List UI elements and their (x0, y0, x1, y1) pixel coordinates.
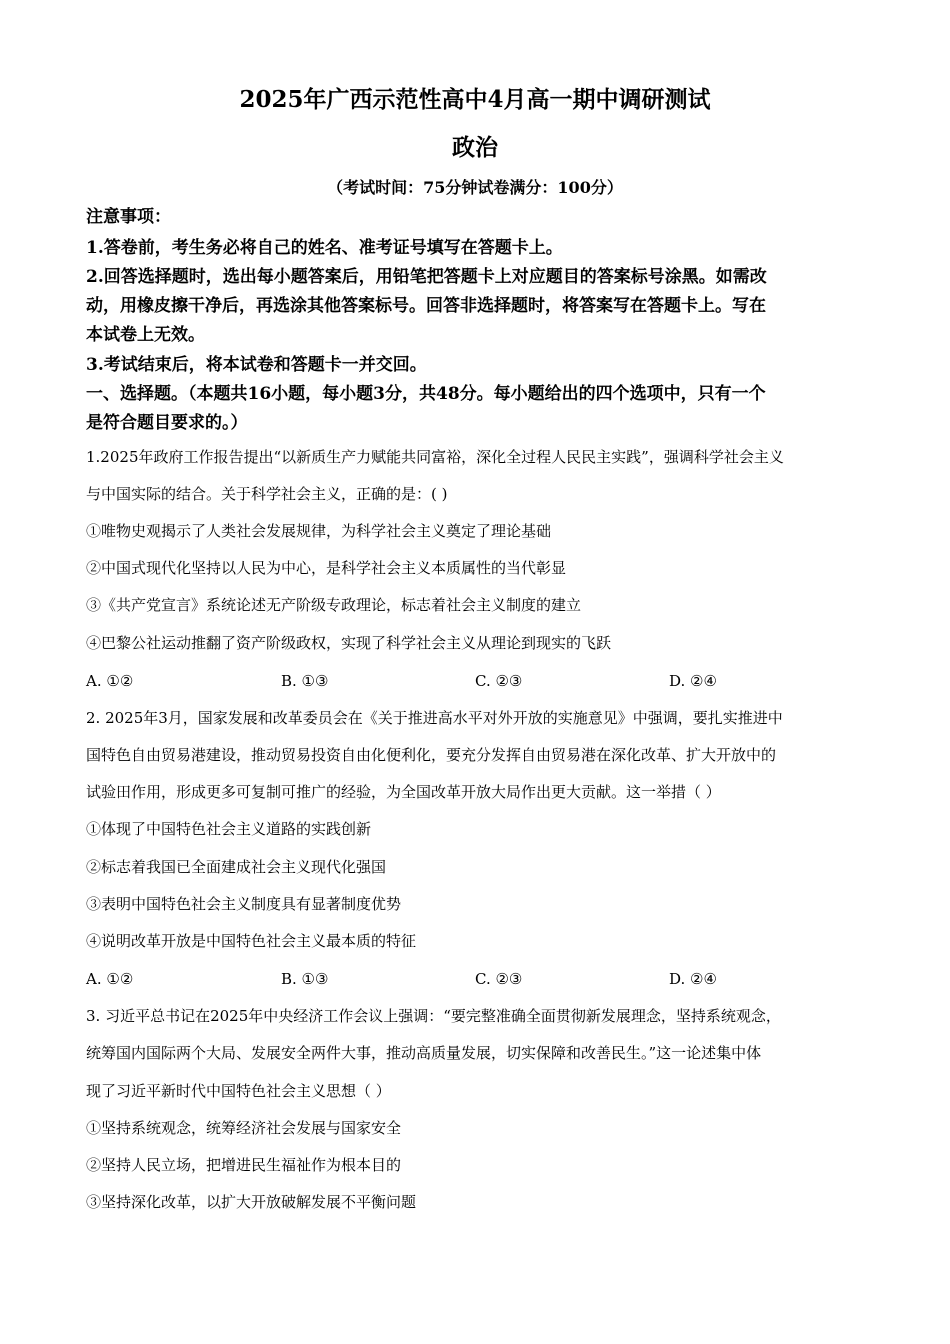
question-item: ④巴黎公社运动推翻了资产阶级政权，实现了科学社会主义从理论到现实的飞跃 (86, 634, 612, 652)
question-item: ③表明中国特色社会主义制度具有显著制度优势 (86, 895, 402, 913)
question-item: ①唯物史观揭示了人类社会发展规律，为科学社会主义奠定了理论基础 (86, 522, 552, 540)
notice-line: 1.答卷前，考生务必将自己的姓名、准考证号填写在答题卡上。 (86, 238, 563, 258)
answer-option-b: B. ①③ (281, 970, 329, 988)
notice-line: 3.考试结束后，将本试卷和答题卡一并交回。 (86, 355, 427, 375)
notice-line: 动，用橡皮擦干净后，再选涂其他答案标号。回答非选择题时，将答案写在答题卡上。写在 (86, 296, 766, 316)
answer-option-d: D. ②④ (669, 672, 717, 690)
answer-option-c: C. ②③ (475, 970, 523, 988)
question-item: ③《共产党宣言》系统论述无产阶级专政理论，标志着社会主义制度的建立 (86, 596, 582, 614)
question-stem: 现了习近平新时代中国特色社会主义思想（ ） (86, 1082, 391, 1100)
subject-title: 政治 (452, 134, 498, 161)
question-item: ②中国式现代化坚持以人民为中心，是科学社会主义本质属性的当代彰显 (86, 559, 567, 577)
notice-line: 本试卷上无效。 (86, 325, 205, 345)
question-item: ③坚持深化改革，以扩大开放破解发展不平衡问题 (86, 1193, 417, 1211)
exam-info: （考试时间：75分钟试卷满分：100分） (327, 178, 623, 197)
answer-option-a: A. ①② (86, 970, 134, 988)
notice-heading: 注意事项： (86, 207, 171, 227)
notice-line: 2.回答选择题时，选出每小题答案后，用铅笔把答题卡上对应题目的答案标号涂黑。如需改 (86, 267, 767, 287)
question-stem: 统筹国内国际两个大局、发展安全两件大事，推动高质量发展，切实保障和改善民生。”这一论述集中体 (86, 1044, 762, 1062)
question-item: ①坚持系统观念，统筹经济社会发展与国家安全 (86, 1119, 402, 1137)
question-stem: 试验田作用，形成更多可复制可推广的经验，为全国改革开放大局作出更大贡献。这一举措（ ） (86, 783, 721, 801)
answer-option-b: B. ①③ (281, 672, 329, 690)
question-stem: 与中国实际的结合。关于科学社会主义，正确的是：( ) (86, 485, 448, 503)
question-stem: 1.2025年政府工作报告提出“以新质生产力赋能共同富裕，深化全过程人民民主实践”，强调科学社会主义 (86, 448, 784, 466)
question-item: ②坚持人民立场，把增进民生福祉作为根本目的 (86, 1156, 402, 1174)
section-heading: 是符合题目要求的。） (86, 413, 248, 433)
answer-option-d: D. ②④ (669, 970, 717, 988)
answer-option-a: A. ①② (86, 672, 134, 690)
question-stem: 2. 2025年3月，国家发展和改革委员会在《关于推进高水平对外开放的实施意见》中强调，要扎实推进中 (86, 709, 783, 727)
question-item: ④说明改革开放是中国特色社会主义最本质的特征 (86, 932, 417, 950)
question-stem: 3. 习近平总书记在2025年中央经济工作会议上强调：“要完整准确全面贯彻新发展理念，坚持系统观念， (86, 1007, 781, 1025)
answer-option-c: C. ②③ (475, 672, 523, 690)
section-heading: 一、选择题。（本题共16小题，每小题3分，共48分。每小题给出的四个选项中，只有一个 (86, 384, 766, 404)
question-item: ①体现了中国特色社会主义道路的实践创新 (86, 820, 372, 838)
question-item: ②标志着我国已全面建成社会主义现代化强国 (86, 858, 387, 876)
question-stem: 国特色自由贸易港建设，推动贸易投资自由化便利化，要充分发挥自由贸易港在深化改革、扩大开放中的 (86, 746, 777, 764)
exam-title: 2025年广西示范性高中4月高一期中调研测试 (239, 86, 711, 113)
